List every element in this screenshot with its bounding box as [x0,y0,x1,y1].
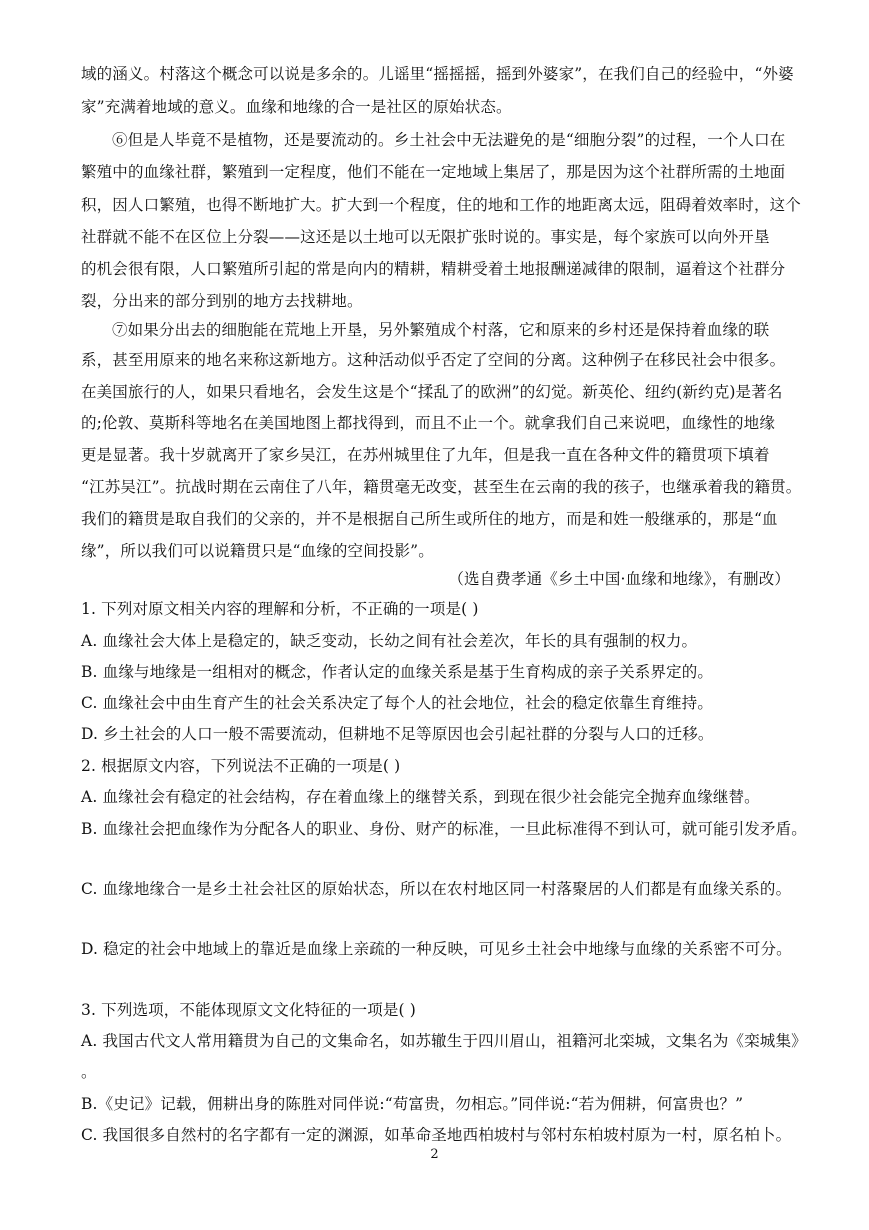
question-3-option-b: B.《史记》记载，佣耕出身的陈胜对同伴说:“苟富贵，勿相忘。”同伴说:“若为佣耕，何富贵也？” [81,1095,744,1113]
paragraph-6-start: ⑥但是人毕竟不是植物，还是要流动的。乡土社会中无法避免的是“细胞分裂”的过程，一个人口在 [112,131,786,149]
question-1-stem: 1. 下列对原文相关内容的理解和分析，不正确的一项是( ) [81,600,479,618]
text-line: 积，因人口繁殖，也得不断地扩大。扩大到一个程度，住的地和工作的地距离太远，阻碍着效率时，这个 [81,196,801,214]
text-line: 域的涵义。村落这个概念可以说是多余的。儿谣里“摇摇摇，摇到外婆家”，在我们自己的经验中，“外婆 [81,65,794,83]
text-line: 家”充满着地域的意义。血缘和地缘的合一是社区的原始状态。 [81,98,512,116]
text-line: 繁殖中的血缘社群，繁殖到一定程度，他们不能在一定地域上集居了，那是因为这个社群所需的土地面 [81,163,786,181]
question-2-option-b: B. 血缘社会把血缘作为分配各人的职业、身份、财产的标准，一旦此标准得不到认可，就可能引发矛盾。 [81,820,807,838]
question-2-option-a: A. 血缘社会有稳定的社会结构，存在着血缘上的继替关系，到现在很少社会能完全抛弃血缘继替。 [81,788,760,806]
source-citation: （选自费孝通《乡土中国·血缘和地缘》，有删改） [448,570,790,588]
text-line: 社群就不能不在区位上分裂——这还是以土地可以无限扩张时说的。事实是，每个家族可以向外开垦 [81,228,770,246]
paragraph-7-start: ⑦如果分出去的细胞能在荒地上开垦，另外繁殖成个村落，它和原来的乡村还是保持着血缘的联 [112,321,770,339]
question-1-option-a: A. 血缘社会大体上是稳定的，缺乏变动，长幼之间有社会差次，年长的具有强制的权力。 [81,632,698,650]
text-line: “江苏吴江”。抗战时期在云南住了八年，籍贯毫无改变，甚至生在云南的我的孩子，也继承着我的籍贯。 [81,478,802,496]
question-3-stem: 3. 下列选项，不能体现原文文化特征的一项是( ) [81,1001,416,1019]
question-2-option-c: C. 血缘地缘合一是乡土社会社区的原始状态，所以在农村地区同一村落聚居的人们都是有血缘关系的。 [81,880,792,898]
text-line: 裂，分出来的部分到别的地方去找耕地。 [81,292,363,310]
text-line: 缘”，所以我们可以说籍贯只是“血缘的空间投影”。 [81,542,434,560]
text-line: 的机会很有限，人口繁殖所引起的常是向内的精耕，精耕受着土地报酬递减律的限制，逼着这个社群分 [81,260,786,278]
text-line: 更是显著。我十岁就离开了家乡吴江，在苏州城里住了九年，但是我一直在各种文件的籍贯项下填着 [81,446,770,464]
text-line: 在美国旅行的人，如果只看地名，会发生这是个“揉乱了的欧洲”的幻觉。新英伦、纽约(新约克)是著名 [81,383,783,401]
text-line: 系，甚至用原来的地名来称这新地方。这种活动似乎否定了空间的分离。这种例子在移民社会中很多。 [81,351,786,369]
question-2-option-d: D. 稳定的社会中地域上的靠近是血缘上亲疏的一种反映，可见乡土社会中地缘与血缘的关系密不可分。 [81,940,792,958]
question-3-option-c: C. 我国很多自然村的名字都有一定的渊源，如革命圣地西柏坡村与邻村东柏坡村原为一村，原名柏卜。 [81,1126,792,1144]
text-line: 的;伦敦、莫斯科等地名在美国地图上都找得到，而且不止一个。就拿我们自己来说吧，血缘性的地缘 [81,414,775,432]
question-3-option-a-tail: 。 [81,1063,97,1081]
question-2-stem: 2. 根据原文内容，下列说法不正确的一项是( ) [81,757,401,775]
question-1-option-b: B. 血缘与地缘是一组相对的概念，作者认定的血缘关系是基于生育构成的亲子关系界定的。 [81,663,714,681]
question-1-option-d: D. 乡土社会的人口一般不需要流动，但耕地不足等原因也会引起社群的分裂与人口的迁移。 [81,725,714,743]
question-3-option-a: A. 我国古代文人常用籍贯为自己的文集命名，如苏辙生于四川眉山，祖籍河北栾城，文集名为《栾城集》 [81,1032,807,1050]
text-line: 我们的籍贯是取自我们的父亲的，并不是根据自己所生或所住的地方，而是和姓一般继承的，那是“血 [81,510,778,528]
question-1-option-c: C. 血缘社会中由生育产生的社会关系决定了每个人的社会地位，社会的稳定依靠生育维持。 [81,694,713,712]
page-number: 2 [430,1147,439,1162]
